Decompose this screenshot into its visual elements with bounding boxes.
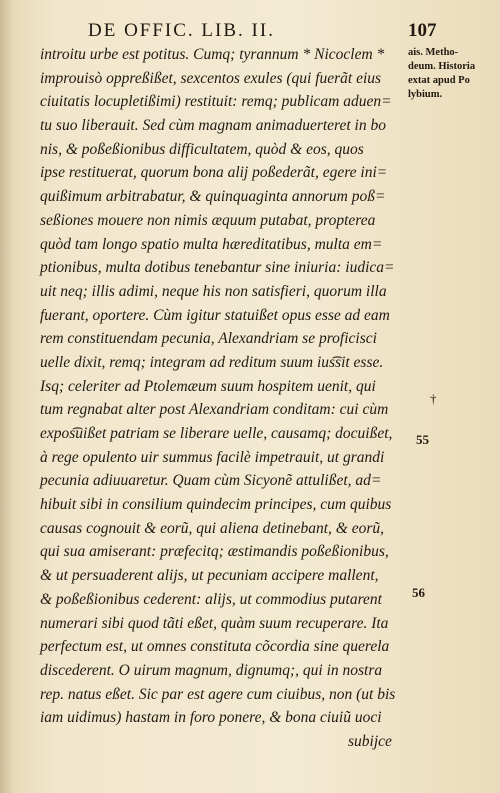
text-line: seßiones mouere non nimis æquum putabat, propterea bbox=[40, 211, 376, 229]
text-line: & poßeßionibus cederent: alijs, ut commodius putarent bbox=[40, 590, 382, 608]
marginal-note-line: extat apud Po bbox=[408, 75, 470, 86]
text-line: uelle dixit, remq; integram ad reditum suum ius͡sit esse. bbox=[40, 353, 384, 371]
text-line: improuisò oppreßißet, sexcentos exules (qui fuerãt eius bbox=[40, 69, 382, 87]
text-line: subijce bbox=[348, 732, 392, 750]
text-line: perfectum est, ut omnes constituta cõcordia sine querela bbox=[40, 638, 390, 656]
text-line: ipse restituerat, quorum bona alij poßederãt, egere ini= bbox=[40, 164, 388, 182]
margin-dagger: † bbox=[430, 391, 437, 406]
text-line: rem constituendam pecunia, Alexandriam se proficisci bbox=[40, 330, 377, 348]
text-line: quòd tam longo spatio multa hæreditatibus, multa em= bbox=[40, 235, 383, 253]
running-head: DE OFFIC. LIB. II. bbox=[88, 20, 275, 41]
text-line: ptionibus, multa dotibus tenebantur sine iniuria: iudica= bbox=[40, 259, 395, 277]
text-line: rep. natus eßet. Sic par est agere cum ciuibus, non (ut bis bbox=[40, 685, 396, 703]
text-line: causas cognouit & eorũ, qui aliena detinebant, & eorũ, bbox=[40, 519, 384, 537]
body-text bbox=[40, 43, 410, 754]
text-line: nis, & poßeßionibus difficultatem, quòd & eos, quos bbox=[40, 140, 364, 158]
marginal-note-line: lybium. bbox=[408, 89, 443, 100]
margin-number-55: 55 bbox=[416, 432, 429, 447]
gutter-shadow bbox=[0, 0, 14, 793]
text-line: fuerant, oportere. Cùm igitur statuißet opus esse ad eam bbox=[40, 306, 390, 324]
text-line: pecunia adiuuaretur. Quam cùm Sicyonẽ attulißet, ad= bbox=[40, 472, 382, 490]
page-header bbox=[88, 20, 488, 42]
page-number: 107 bbox=[408, 20, 437, 41]
text-line: uit neq; illis adimi, neque his non satisfieri, quorum illa bbox=[40, 282, 387, 300]
text-line: quißimum arbitrabatur, & quinquaginta annorum poß= bbox=[40, 188, 386, 206]
text-line: expos͡uißet patriam se liberare uelle, causamq; docuißet, bbox=[40, 425, 393, 442]
marginal-note bbox=[408, 46, 494, 102]
text-line: Isq; celeriter ad Ptolemæum suum hospitem uenit, qui bbox=[40, 377, 376, 395]
margin-number-56: 56 bbox=[412, 585, 425, 600]
text-line: ciuitatis locupletißimi) restituit: remq; publicam aduen= bbox=[40, 93, 392, 111]
text-line: & ut persuaderent alijs, ut pecuniam accipere mallent, bbox=[40, 567, 379, 585]
text-line: tum regnabat alter post Alexandriam conditam: cui cùm bbox=[40, 401, 389, 419]
text-line: hibuit sibi in consilium quindecim principes, cum quibus bbox=[40, 496, 392, 514]
text-line: discederent. O uirum magnum, dignumq;, qui in nostra bbox=[40, 661, 383, 679]
text-line: iam uidimus) hastam in foro ponere, & bona ciuiũ uoci bbox=[40, 709, 382, 727]
text-line: numerari sibi quod tãti eßet, quàm suum recuperare. Ita bbox=[40, 614, 389, 632]
marginal-note-line: deum. Historia bbox=[408, 61, 476, 72]
marginal-note-line: ais. Metho- bbox=[408, 47, 459, 58]
text-line: qui sua amiserant: præfecitq; æstimandis poßeßionibus, bbox=[40, 543, 389, 561]
text-line: introitu urbe est potitus. Cumq; tyrannum * Nicoclem * bbox=[40, 46, 385, 63]
text-line: tu suo liberauit. Sed cùm magnam animaduerteret in bo bbox=[40, 117, 386, 135]
text-line: à rege opulento uir summus facilè impetrauit, ut grandi bbox=[40, 448, 385, 466]
